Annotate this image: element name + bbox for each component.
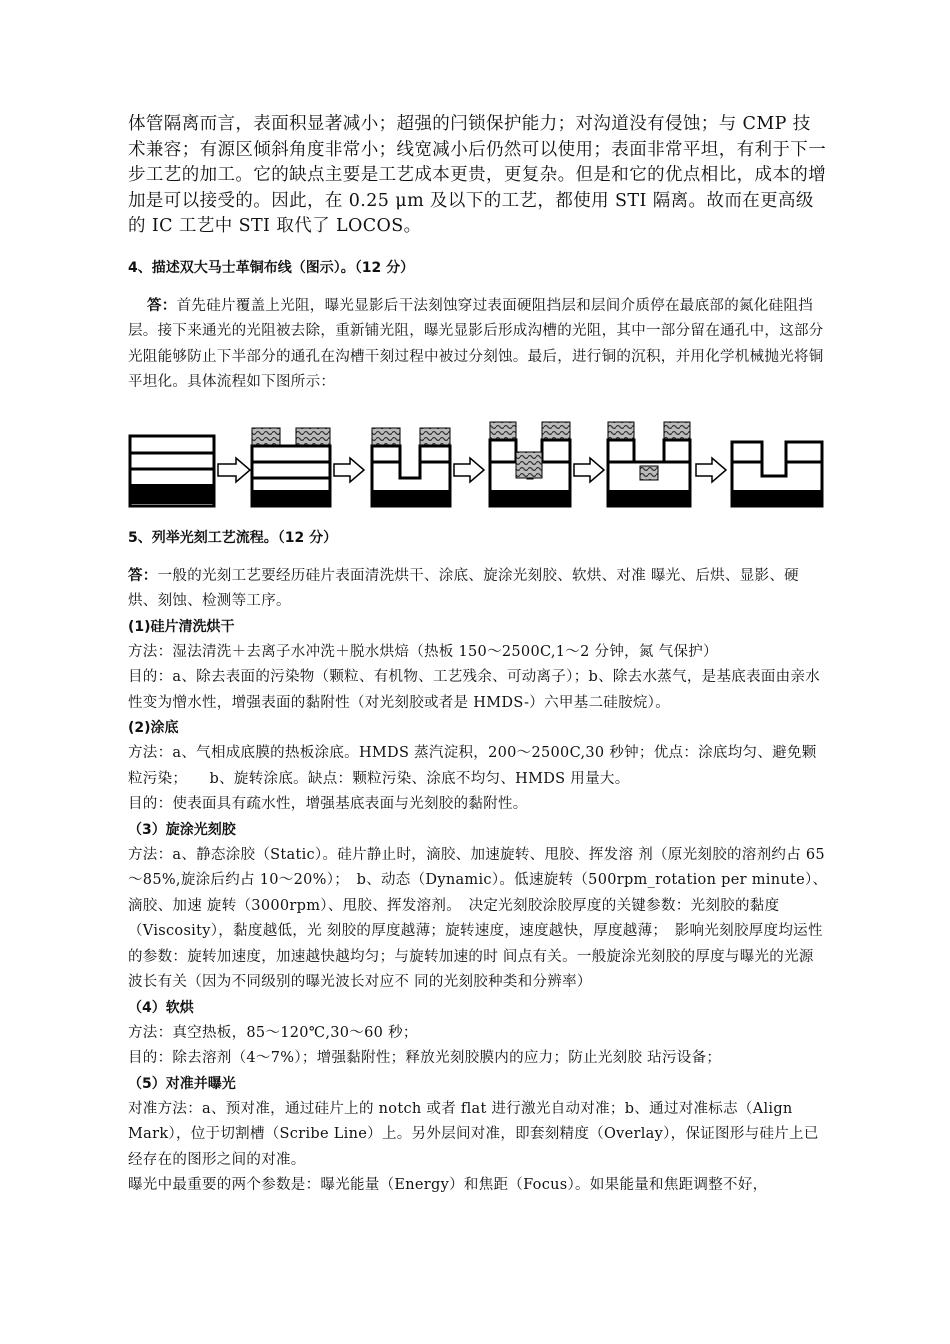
section-5-alignment: 对准方法：a、预对准，通过硅片上的 notch 或者 flat 进行激光自动对准；b、通过对准标志（Align Mark），位于切割槽（Scribe Line）上。另外层间对准，即套刻精度（Overlay），保证图形与硅片上已经存在的图形之间的对准。 [128,1100,819,1168]
process-step-2 [252,428,330,506]
section-1-method: 方法：湿法清洗＋去离子水冲洗＋脱水烘焙（热板 150～2500C,1～2 分钟，氮 气保护） [128,643,718,660]
arrow-icon [334,458,364,482]
section-2-purpose: 目的：使表面具有疏水性，增强基底表面与光刻胶的黏附性。 [128,796,528,812]
section-3-title: （3）旋涂光刻胶 [128,821,236,838]
question-5-answer [128,564,828,615]
section-2-method: 方法：a、气相成底膜的热板涂底。HMDS 蒸汽淀积，200～2500C,30 秒钟；优点：涂底均匀、避免颗粒污染； b、旋转涂底。缺点：颗粒污染、涂底不均匀、HMDS 用量大。 [128,745,817,787]
answer-text: 首先硅片覆盖上光阻，曝光显影后干法刻蚀穿过表面硬阻挡层和层间介质停在最底部的氮化硅阻挡层。接下来通光的光阻被去除，重新铺光阻，曝光显影后形成沟槽的光阻，其中一部分留在通孔中，这部分光阻能够防止下半部分的通孔在沟槽干刻过程中被过分刻蚀。最后，进行铜的沉积，并用化学机械抛光将铜平坦化。具体流程如下图所示： [128,297,824,390]
section-4-purpose: 目的：除去溶剂（4～7%）；增强黏附性；释放光刻胶膜内的应力；防止光刻胶 玷污设备； [128,1050,722,1066]
intro-paragraph: 体管隔离而言，表面积显著减小；超强的闩锁保护能力；对沟道没有侵蚀；与 CMP 技术兼容；有源区倾斜角度非常小；线宽减小后仍然可以使用；表面非常平坦，有利于下一步工艺的加工。它的缺点主要是工艺成本更贵，更复杂。但是和它的优点相比，成本的增加是可以接受的。因此，在 0.25 μm 及以下的工艺，都使用 STI 隔离。故而在更高级的 IC 工艺中 STI 取代了 LOCOS。 [128,114,827,236]
arrow-icon [454,458,484,482]
answer-text: 一般的光刻工艺要经历硅片表面清洗烘干、涂底、旋涂光刻胶、软烘、对准 曝光、后烘、显影、硬烘、刻蚀、检测等工序。 [128,567,799,609]
question-5-body [128,564,828,1199]
answer-label: 答： [128,567,158,584]
arrow-icon [696,458,726,482]
section-3-method: 方法：a、静态涂胶（Static）。硅片静止时，滴胶、加速旋转、甩胶、挥发溶 剂（原光刻胶的溶剂约占 65～85%,旋涂后约占 10～20%）； b、动态（Dynamic）。低速旋转（500rpm_rotation per minute）、滴胶、加速 旋转（3000rpm）、甩胶、挥发溶剂。 决定光刻胶涂胶厚度的关键参数：光刻胶的黏度（Viscosity），黏度越低，光 刻胶的厚度越薄；旋转速度，速度越快，厚度越薄； 影响光刻胶厚度均运性的参数：旋转加速度，加速越快越均匀；与旋转加速的时 间点有关。一般旋涂光刻胶的厚度与曝光的光源波长有关（因为不同级别的曝光波长对应不 同的光刻胶种类和分辨率） [128,846,828,990]
question-5-heading: 5、列举光刻工艺流程。（12 分） [128,529,338,546]
section-4-method: 方法：真空热板，85～120℃,30～60 秒； [128,1024,418,1041]
section-4-title: （4）软烘 [128,999,194,1016]
question-4-answer [128,294,828,396]
arrow-icon [218,458,250,482]
section-5-title: （5）对准并曝光 [128,1075,236,1092]
answer-label: 答： [147,297,177,314]
question-4-heading: 4、描述双大马士革铜布线（图示）。（12 分） [128,259,415,276]
process-step-1 [130,436,214,506]
process-step-6 [732,442,822,506]
section-1-title: (1)硅片清洗烘干 [128,618,235,635]
process-step-3 [372,428,450,506]
process-step-5 [608,422,690,506]
arrow-icon [574,458,604,482]
process-step-4 [490,422,570,506]
section-2-title: (2)涂底 [128,720,179,736]
document-page [128,112,828,1199]
dual-damascene-process-figure [128,418,828,510]
section-5-exposure: 曝光中最重要的两个参数是：曝光能量（Energy）和焦距（Focus）。如果能量和焦距调整不好， [128,1177,768,1193]
section-1-purpose: 目的：a、除去表面的污染物（颗粒、有机物、工艺残余、可动离子）；b、除去水蒸气，是基底表面由亲水性变为憎水性，增强表面的黏附性（对光刻胶或者是 HMDS-）六甲基二硅胺烷）。 [128,669,821,711]
